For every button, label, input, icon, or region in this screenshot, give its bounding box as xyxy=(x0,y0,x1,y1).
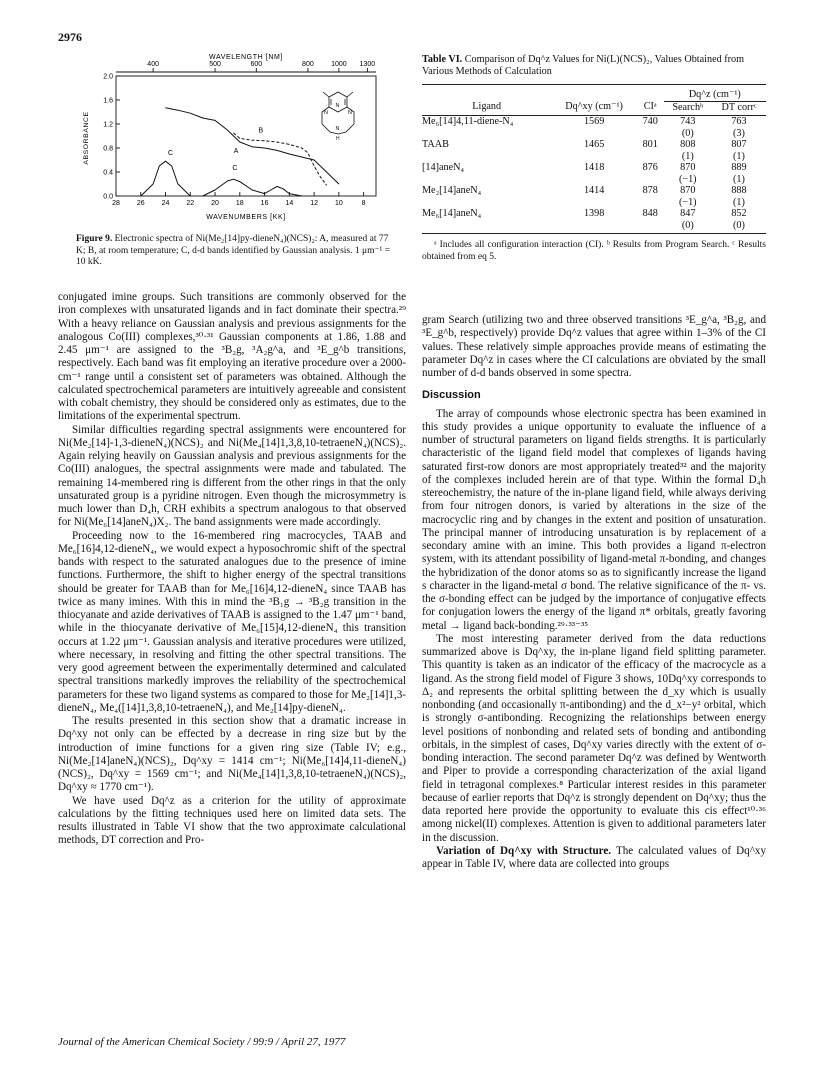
table-footnote: ᵃ Includes all configuration interaction (CI). ᵇ Results from Program Search. ᶜ Results obtained from eq 5. xyxy=(422,240,766,262)
cell-dqxy: 1414 xyxy=(583,185,605,196)
data-point xyxy=(227,181,228,182)
x-tick-label: 8 xyxy=(361,200,366,207)
column-header: Ligand xyxy=(422,101,551,116)
cell-dt-deviation: (1) xyxy=(733,196,745,208)
data-point xyxy=(239,142,240,143)
x-axis-ticks xyxy=(112,192,366,207)
empty-cell xyxy=(422,197,551,209)
data-point xyxy=(227,130,228,131)
data-point xyxy=(314,166,315,167)
data-point xyxy=(289,193,290,194)
group-header: Dq^z (cm⁻¹) xyxy=(664,85,766,102)
atom-N: N xyxy=(335,126,340,132)
spectrum-curves xyxy=(140,107,339,196)
cell-dt-corr: 763 xyxy=(731,116,747,127)
cell-search: 847 xyxy=(680,208,696,219)
table-title-text: Comparison of Dq^z Values for Ni(L)(NCS)₂, Values Obtained from Various Methods of Calculation xyxy=(422,54,745,77)
table-vi-grid xyxy=(422,84,766,234)
data-point xyxy=(190,113,191,114)
table-row-deviation xyxy=(422,220,766,234)
empty-cell xyxy=(551,151,636,163)
cell-ligand: Me₆[14]aneN₄ xyxy=(422,208,482,219)
y-tick-label: 0.0 xyxy=(103,193,113,201)
y-tick-label: 0.8 xyxy=(103,145,113,153)
cell-dqxy: 1569 xyxy=(583,116,605,127)
column-header: CIᵃ xyxy=(637,101,664,116)
series-line-a-0 xyxy=(166,108,339,184)
figure-caption-text: Electronic spectra of Ni(Me₂[14]py-dieneN₄)(NCS)₂: A, measured at 77 K; B, at room temperature; C, d-d bands identified by Gaussian analysis. 1 μm⁻¹ = 10 kK. xyxy=(76,234,391,267)
table-title xyxy=(422,54,766,78)
column-header: DT corrᶜ xyxy=(712,101,766,116)
curve-label: C xyxy=(167,150,174,158)
empty-cell xyxy=(551,197,636,209)
data-point xyxy=(165,107,166,108)
paragraph: conjugated imine groups. Such transitions are commonly observed for the iron complexes with unsaturated ligands and in fact dominate their spectra.²⁹ With a heavy reliance on Gaussian analysis and previous assignments for the analogous Co(III) complexes,³⁰·³¹ Gaussian components at 1.86, 1.88 and 2.45 μm⁻¹ are assigned to the ³B₂g, ³A₂g^a, and ³E_g^b transitions, respectively. Each band was fit employing an iterative procedure over a 2000-cm⁻¹ range until a consistent set of parameters was obtained. Although the calculated spectrochemical parameters are intuitively agreeable and consistent with cobalt chemistry, they should be considered only as estimates, due to the limitations of the experimental spectrum. xyxy=(58,291,406,423)
cell-ligand: Me₂[14]aneN₄ xyxy=(422,185,482,196)
figure-caption-label: Figure 9. xyxy=(76,234,113,244)
paragraph: gram Search (utilizing two and three observed transitions ³E_g^a, ³B₂g, and ³E_g^b, respectively) provide Dq^z values that agree within 1–3% of the CI values. These relatively simple approaches provide means of estimating the parameter Dq^z in cases where the CI calculations are obviated by the small number of d-d bands observed in some spectra. xyxy=(422,314,766,379)
data-point xyxy=(270,190,271,191)
data-point xyxy=(215,120,216,121)
x-tick-label: 22 xyxy=(186,200,195,207)
x-tick-label: 20 xyxy=(211,200,219,207)
top-tick-label: 1000 xyxy=(331,61,347,68)
cell-search: 870 xyxy=(680,162,696,173)
data-point xyxy=(233,179,234,180)
data-point xyxy=(264,193,265,194)
y-axis-ticks xyxy=(103,74,120,201)
data-point xyxy=(308,152,309,153)
figure-9 xyxy=(76,52,406,269)
y-tick-label: 1.6 xyxy=(103,97,113,105)
curve-label: A xyxy=(233,147,239,155)
cell-ci: 876 xyxy=(642,162,658,173)
left-column xyxy=(58,291,406,848)
table-vi xyxy=(422,54,766,263)
atom-N: N xyxy=(335,103,340,109)
top-tick-label: 500 xyxy=(209,61,221,68)
top-axis-ticks xyxy=(147,61,375,72)
paragraph: The results presented in this section show that a dramatic increase in Dq^xy not only can be effected by a decrease in ring size but by the introduction of imine functions for a given ring size (Table IV; e.g., Ni(Me₂[14]aneN₄)(NCS)₂, Dq^xy = 1414 cm⁻¹; Ni(Me₆[14]4,11-dieneN₄)(NCS)₂, Dq^xy = 1569 cm⁻¹; and Ni(Me₄[14]1,3,8,10-tetraeneN₄)(NCS)₂, Dq^xy ≈ 1770 cm⁻¹). xyxy=(58,715,406,794)
table-row xyxy=(422,185,766,197)
y-tick-label: 1.2 xyxy=(103,121,113,129)
data-point xyxy=(233,133,234,134)
y-tick-label: 0.4 xyxy=(103,169,113,177)
top-axis-title: WAVELENGTH [NM] xyxy=(209,54,283,61)
empty-cell xyxy=(551,220,636,234)
table-row xyxy=(422,116,766,128)
cell-search-deviation: (−1) xyxy=(678,173,697,185)
cell-dqxy: 1418 xyxy=(583,162,605,173)
data-point xyxy=(277,142,278,143)
cell-dt-corr: 888 xyxy=(731,185,747,196)
methyl xyxy=(347,92,353,97)
empty-cell xyxy=(551,128,636,140)
table-row xyxy=(422,208,766,220)
data-point xyxy=(277,186,278,187)
cell-dt-deviation: (3) xyxy=(733,127,745,139)
data-point xyxy=(165,161,166,162)
data-point xyxy=(301,157,302,158)
paragraph: Proceeding now to the 16-membered ring macrocycles, TAAB and Me₆[16]4,12-dieneN₄, we would expect a hyposochromic shift of the spectral bands with respect to the saturated analogues due to the presence of imine functions. Furthermore, the shift to higher energy of the spectral transitions should be greater for TAAB than for Me₆[16]4,12-dieneN₄ since TAAB has twice as many imines. With this in mind the ³B₁g → ³B₂g transition in the thiocyanate and azide derivatives of TAAB is assigned to the 1.47 μm⁻¹ band, while in the thiocyanate derivative of Me₆[15]4,12-dieneN₄ this transition occurs at 1.22 μm⁻¹. Gaussian analysis and iterative procedures were utilized, where necessary, in resolving and fitting the other spectral transitions. The very good agreement between the experimentally determined and calculated spectral transitions markedly improves the reliability of the spectrochemical parameters for these two ligand systems as compared to those for Me₂[14]1,3-dieneN₄, Me₄([14]1,3,8,10-tetraeneN₄), and Me₂[14]py-dieneN₄. xyxy=(58,529,406,714)
methyl xyxy=(323,92,329,97)
table-body xyxy=(422,116,766,234)
data-point xyxy=(339,184,340,185)
empty-cell xyxy=(422,151,551,163)
atom-H: H xyxy=(336,136,340,142)
x-tick-label: 16 xyxy=(260,200,269,207)
subsection-heading: Variation of Dq^xy with Structure. xyxy=(436,844,612,857)
x-tick-label: 26 xyxy=(136,200,145,207)
x-tick-label: 18 xyxy=(235,200,244,207)
paragraph: The most interesting parameter derived from the data reductions summarized above is Dq^xy, the in-plane ligand field splitting parameter. This quantity is taken as an indicator of the efficacy of the macrocycle as a ligand. As the strong field model of Figure 3 shows, 10Dq^xy corresponds to Δ₂ and represents the orbital splitting between the d_xy which is usually nonbonding (and occasionally π-antibonding) and the d_x²−y² orbital, which is strongly σ-antibonding. Recognizing the relationships between energy level positions of nonbonding and related sets of bonding and antibonding orbitals, in the simplest of cases, Dq^xy varies directly with the extent of σ-bonding interaction. The second parameter Dq^z was defined by Wentworth and Piper to provide a corresponding characterization of the axial ligand field in tetragonal complexes.⁸ Particular interest resides in this parameter because of earlier reports that Dq^z is strongly dependent on Dq^xy; thus the data reported here provide the opportunity to evaluate this cis effect¹⁰·³⁶ among nickel(II) complexes. Attention is given to additional parameters later in the discussion. xyxy=(422,632,766,844)
top-tick-label: 400 xyxy=(147,61,159,68)
paragraph: The array of compounds whose electronic spectra has been examined in this study provides a unique opportunity to evaluate the influence of a number of structural parameters on ligand fields strengths. It is particularly characteristic of the ligand field model that complexes of ligands having saturated first-row donors are most appropriately treated³² and the majority of the complexes included herein are of that type. Within the formal D₄h stereochemistry, the nature of the in-plane ligand field, while always deriving from four nitrogen donors, is varied by alterations in the size of the macrocyclic ring and by changes in the extent and position of unsaturation. The principal manner of introducing unsaturation is by replacement of a secondary amine with an imine. This both provides a ligand π-electron system, with its attendant possibility of ligand-metal π-bonding, and changes the hybridization of the donor atoms so as to significantly increase the ligand s character in the ligand-metal σ bond. The relative significance of the π- vs. the σ-bonding effect can be judged by the importance of conjugative effects for conjugation lowers the energy of the ligand π* orbitals, greatly favoring metal → ligand back-bonding.²⁹·³³⁻³⁵ xyxy=(422,407,766,632)
data-point xyxy=(320,176,321,177)
table-row-deviation xyxy=(422,174,766,186)
cell-dt-corr: 889 xyxy=(731,162,747,173)
y-tick-label: 2.0 xyxy=(103,73,113,81)
cell-search: 870 xyxy=(680,185,696,196)
data-point xyxy=(239,138,240,139)
cell-dt-corr: 807 xyxy=(731,139,747,150)
data-point xyxy=(190,196,191,197)
data-point xyxy=(289,144,290,145)
cell-dt-deviation: (1) xyxy=(733,173,745,185)
data-point xyxy=(283,188,284,189)
spectrum-chart xyxy=(76,52,406,232)
data-point xyxy=(326,185,327,186)
table-row-deviation xyxy=(422,128,766,140)
cell-dt-deviation: (1) xyxy=(733,150,745,162)
empty-cell xyxy=(422,174,551,186)
cell-ci: 848 xyxy=(642,208,658,219)
data-point xyxy=(252,146,253,147)
table-row xyxy=(422,162,766,174)
column-header: Searchᵇ xyxy=(664,101,712,116)
x-tick-label: 14 xyxy=(285,200,294,207)
right-column xyxy=(422,314,766,871)
data-point xyxy=(301,196,302,197)
data-point xyxy=(153,184,154,185)
cell-ci: 740 xyxy=(642,116,658,127)
cell-ligand: TAAB xyxy=(422,139,449,150)
cell-search: 743 xyxy=(680,116,696,127)
cell-ci: 801 xyxy=(642,139,658,150)
data-point xyxy=(202,196,203,197)
data-point xyxy=(252,190,253,191)
data-point xyxy=(264,148,265,149)
data-point xyxy=(289,154,290,155)
table-row-deviation xyxy=(422,151,766,163)
y-axis-title: ABSORBANCE xyxy=(83,111,90,165)
x-tick-label: 10 xyxy=(334,200,343,207)
cell-search-deviation: (0) xyxy=(664,220,712,234)
paragraph-text: The calculated values of Dq^xy appear in Table IV, where data are collected into groups xyxy=(422,844,766,870)
empty-cell xyxy=(551,174,636,186)
series-line-c-2 xyxy=(141,161,191,196)
empty-cell xyxy=(637,197,664,209)
pyridine-ring xyxy=(329,92,347,112)
data-point xyxy=(202,118,203,119)
column-header: Dq^xy (cm⁻¹) xyxy=(551,101,636,116)
x-axis-title: WAVENUMBERS [KK] xyxy=(206,214,286,221)
empty-cell xyxy=(637,174,664,186)
figure-caption xyxy=(76,234,398,269)
data-point xyxy=(301,148,302,149)
series-line-c-3 xyxy=(203,179,302,196)
data-point xyxy=(140,196,141,197)
data-point xyxy=(314,160,315,161)
top-tick-label: 600 xyxy=(250,61,263,68)
data-point xyxy=(252,140,253,141)
data-point xyxy=(178,110,179,111)
x-tick-label: 28 xyxy=(112,200,120,207)
cell-ligand: [14]aneN₄ xyxy=(422,162,465,173)
curve-label: B xyxy=(258,127,264,135)
empty-cell xyxy=(637,151,664,163)
cell-search-deviation: (0) xyxy=(681,127,694,139)
cell-ligand: Me₆[14]4,11-diene-N₄ xyxy=(422,116,514,127)
table-row-deviation xyxy=(422,197,766,209)
paragraph: We have used Dq^z as a criterion for the utility of approximate calculations by the fitting techniques used here on limited data sets. The results illustrated in Table VI show that the two approximate calculational methods, DT correction and Pro- xyxy=(58,794,406,847)
empty-cell xyxy=(637,220,664,234)
data-point xyxy=(326,172,327,173)
cell-search: 808 xyxy=(680,139,696,150)
atom-N: N xyxy=(348,110,352,116)
cell-search-deviation: (−1) xyxy=(678,196,697,208)
curve-label: C xyxy=(232,165,238,173)
data-point xyxy=(264,140,265,141)
data-point xyxy=(277,150,278,151)
cell-dqxy: 1398 xyxy=(583,208,605,219)
empty-cell xyxy=(422,128,551,140)
x-tick-label: 24 xyxy=(161,200,170,207)
table-row xyxy=(422,139,766,151)
data-point xyxy=(215,190,216,191)
cell-search-deviation: (1) xyxy=(681,150,694,162)
empty-cell xyxy=(422,220,551,234)
data-point xyxy=(239,181,240,182)
series-line-b-1 xyxy=(234,133,327,185)
macrocycle-structure xyxy=(322,92,354,142)
cell-ci: 878 xyxy=(642,185,658,196)
table-title-label: Table VI. xyxy=(422,54,463,65)
top-tick-label: 1300 xyxy=(359,61,376,68)
paragraph xyxy=(422,845,766,872)
empty-cell xyxy=(637,128,664,140)
cell-dt-deviation: (0) xyxy=(712,220,766,234)
data-point xyxy=(171,166,172,167)
data-point xyxy=(178,184,179,185)
page-number: 2976 xyxy=(58,30,82,44)
paragraph: Similar difficulties regarding spectral assignments were encountered for Ni(Me₂[14]-1,3-dieneN₄)(NCS)₂ and Ni(Me₄[14]1,3,8,10-tetraeneN₄)(NCS)₂. Again relying heavily on Gaussian analysis and previous assignments for the Co(III) analogues, the spectral assignments were made and tabulated. The remaining 14-membered ring is different from the other rings in that the only unsaturated group is a pyridine nitrogen. Even though the microsymmetry is much lower than D₄h, CRH exhibits a spectrum analogous to that observed for Ni(Me₆[14]aneN₄)X₂. The band assignments were made accordingly. xyxy=(58,423,406,529)
top-tick-label: 800 xyxy=(302,61,314,68)
section-heading: Discussion xyxy=(422,389,481,402)
x-tick-label: 12 xyxy=(310,200,318,207)
atom-N: N xyxy=(324,110,328,116)
cell-dqxy: 1465 xyxy=(583,139,605,150)
data-point xyxy=(159,166,160,167)
cell-dt-corr: 852 xyxy=(731,208,747,219)
journal-footer: Journal of the American Chemical Society / 99:9 / April 27, 1977 xyxy=(58,1036,346,1048)
